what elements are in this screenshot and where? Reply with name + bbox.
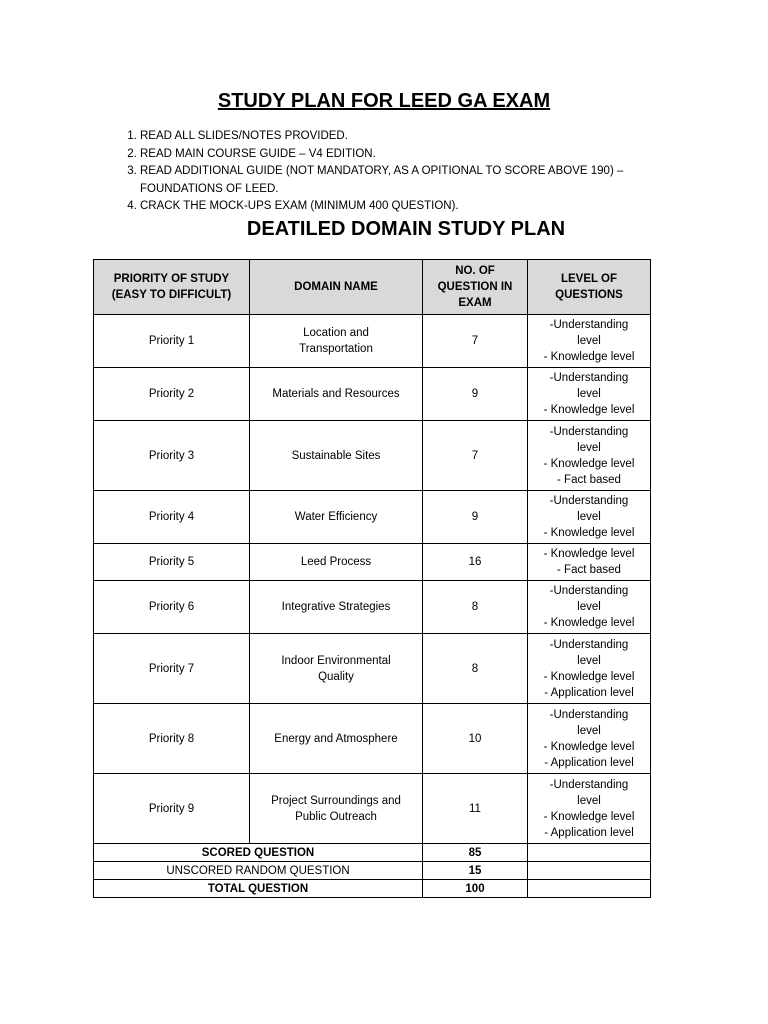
level-line: level — [577, 601, 601, 613]
priority-cell: Priority 1 — [94, 315, 250, 368]
summary-row — [94, 844, 651, 862]
table-row — [94, 774, 651, 844]
header-line: PRIORITY OF STUDY — [113, 273, 230, 285]
domain-line: Location and — [303, 327, 369, 339]
level-cell — [528, 491, 651, 544]
level-line: level — [577, 724, 601, 737]
table-row — [94, 421, 651, 491]
level-line: - Knowledge level — [543, 810, 635, 823]
table-body — [94, 315, 651, 898]
level-line: - Fact based — [557, 473, 621, 486]
level-line: - Knowledge level — [543, 527, 635, 539]
summary-label: TOTAL QUESTION — [94, 880, 423, 898]
step-item: 1. READ ALL SLIDES/NOTES PROVIDED. — [140, 128, 700, 146]
priority-cell: Priority 4 — [94, 491, 250, 544]
level-line: - Knowledge level — [543, 351, 635, 363]
priority-cell: Priority 9 — [94, 774, 250, 844]
level-cell — [528, 421, 651, 491]
level-line: - Application level — [544, 756, 634, 769]
header-line: QUESTIONS — [555, 289, 623, 301]
domain-line: Materials and Resources — [272, 388, 400, 400]
summary-value: 15 — [423, 862, 528, 880]
header-line: EXAM — [458, 297, 492, 309]
question-count-cell: 8 — [423, 581, 528, 634]
question-count-cell: 7 — [423, 421, 528, 491]
level-cell — [528, 368, 651, 421]
priority-cell: Priority 5 — [94, 544, 250, 581]
domain-line: Transportation — [299, 343, 373, 355]
level-line: - Knowledge level — [543, 670, 635, 683]
table-row — [94, 581, 651, 634]
summary-row — [94, 862, 651, 880]
level-line: level — [577, 794, 601, 807]
header-line: NO. OF — [455, 265, 495, 277]
level-line: -Understanding — [549, 372, 629, 384]
question-count-cell: 10 — [423, 704, 528, 774]
section-title: DEATILED DOMAIN STUDY PLAN — [246, 218, 566, 240]
header-priority — [94, 260, 250, 315]
level-line: - Knowledge level — [543, 404, 635, 416]
priority-cell: Priority 7 — [94, 634, 250, 704]
summary-label: SCORED QUESTION — [94, 844, 423, 862]
domain-line: Integrative Strategies — [281, 601, 391, 613]
domain-line: Water Efficiency — [294, 511, 378, 523]
header-line: LEVEL OF — [560, 273, 618, 285]
level-line: -Understanding — [549, 319, 629, 331]
level-line: - Fact based — [557, 564, 621, 576]
header-line: QUESTION IN — [437, 281, 513, 293]
step-item: 4. CRACK THE MOCK-UPS EXAM (MINIMUM 400 QUESTION). — [140, 198, 700, 216]
domain-line: Indoor Environmental — [281, 654, 391, 667]
table-row — [94, 491, 651, 544]
level-line: - Application level — [544, 686, 634, 699]
question-count-cell: 16 — [423, 544, 528, 581]
table-row — [94, 315, 651, 368]
level-line: - Application level — [544, 826, 634, 839]
domain-cell — [250, 544, 423, 581]
level-cell — [528, 581, 651, 634]
level-line: -Understanding — [549, 495, 629, 507]
domain-cell — [250, 581, 423, 634]
level-line: level — [577, 511, 601, 523]
header-question-count — [423, 260, 528, 315]
level-cell — [528, 315, 651, 368]
level-cell — [528, 634, 651, 704]
summary-label: UNSCORED RANDOM QUESTION — [94, 862, 423, 880]
priority-cell: Priority 2 — [94, 368, 250, 421]
level-line: level — [577, 388, 601, 400]
question-count-cell: 8 — [423, 634, 528, 704]
domain-cell — [250, 491, 423, 544]
domain-cell — [250, 774, 423, 844]
domain-cell — [250, 315, 423, 368]
header-domain: DOMAIN NAME — [250, 260, 423, 315]
level-cell — [528, 774, 651, 844]
priority-cell: Priority 8 — [94, 704, 250, 774]
summary-empty-cell — [528, 880, 651, 898]
level-line: - Knowledge level — [543, 740, 635, 753]
domain-line: Public Outreach — [295, 810, 377, 823]
summary-value: 85 — [423, 844, 528, 862]
step-item: 3. READ ADDITIONAL GUIDE (NOT MANDATORY, AS A OPITIONAL TO SCORE ABOVE 190) – FOUNDATIONS OF LEED. — [140, 163, 700, 198]
step-item: 2. READ MAIN COURSE GUIDE – V4 EDITION. — [140, 146, 700, 164]
level-line: level — [577, 654, 601, 667]
level-line: -Understanding — [549, 778, 629, 791]
domain-cell — [250, 368, 423, 421]
level-line: - Knowledge level — [543, 617, 635, 629]
level-line: level — [577, 441, 601, 454]
level-cell — [528, 544, 651, 581]
domain-cell — [250, 421, 423, 491]
summary-value: 100 — [423, 880, 528, 898]
level-line: -Understanding — [549, 585, 629, 597]
summary-row — [94, 880, 651, 898]
level-line: - Knowledge level — [543, 457, 635, 470]
table-row — [94, 368, 651, 421]
question-count-cell: 11 — [423, 774, 528, 844]
domain-line: Sustainable Sites — [291, 449, 381, 462]
study-steps-list — [98, 128, 700, 216]
summary-empty-cell — [528, 862, 651, 880]
table-row — [94, 634, 651, 704]
page-title: STUDY PLAN FOR LEED GA EXAM — [217, 90, 551, 112]
level-line: - Knowledge level — [543, 548, 635, 560]
domain-line: Energy and Atmosphere — [274, 732, 398, 745]
priority-cell: Priority 6 — [94, 581, 250, 634]
domain-cell — [250, 634, 423, 704]
question-count-cell: 7 — [423, 315, 528, 368]
summary-empty-cell — [528, 844, 651, 862]
question-count-cell: 9 — [423, 368, 528, 421]
domain-line: Quality — [318, 670, 354, 683]
level-line: -Understanding — [549, 708, 629, 721]
header-line: (EASY TO DIFFICULT) — [111, 289, 232, 301]
level-line: level — [577, 335, 601, 347]
table-row — [94, 544, 651, 581]
question-count-cell: 9 — [423, 491, 528, 544]
domain-cell — [250, 704, 423, 774]
table-header-row — [94, 260, 651, 315]
table-row — [94, 704, 651, 774]
header-level — [528, 260, 651, 315]
domain-line: Project Surroundings and — [271, 794, 401, 807]
level-line: -Understanding — [549, 638, 629, 651]
priority-cell: Priority 3 — [94, 421, 250, 491]
level-cell — [528, 704, 651, 774]
level-line: -Understanding — [549, 425, 629, 438]
domain-study-table — [93, 259, 651, 898]
domain-line: Leed Process — [300, 556, 372, 568]
